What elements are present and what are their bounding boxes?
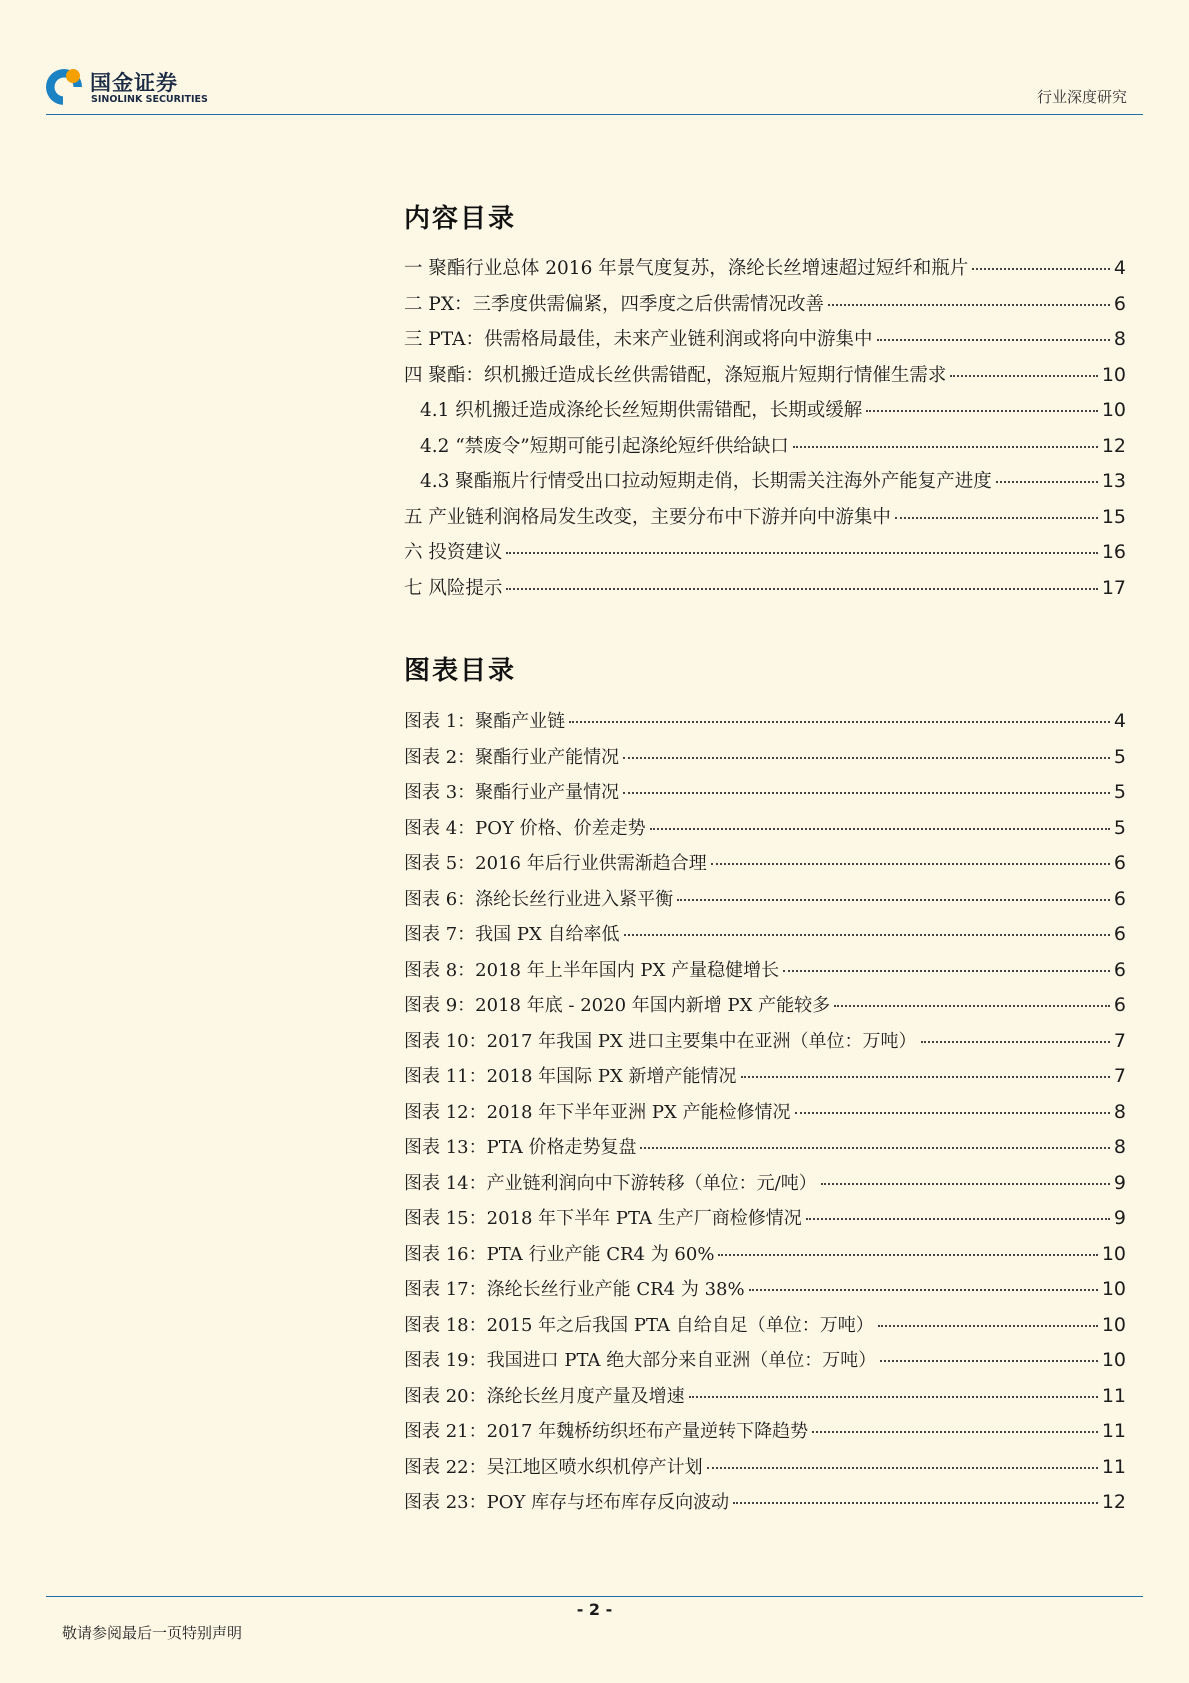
figure-entry-page: 5 bbox=[1113, 816, 1126, 839]
figures-list bbox=[404, 707, 1126, 1524]
toc-subentry[interactable] bbox=[404, 432, 1126, 468]
figure-entry-page: 6 bbox=[1113, 887, 1126, 910]
toc-entry[interactable] bbox=[404, 361, 1126, 397]
figure-entry-label: 图表 22：吴江地区喷水织机停产计划 bbox=[404, 1456, 703, 1478]
toc-entry-label: 二 PX：三季度供需偏紧，四季度之后供需情况改善 bbox=[404, 293, 825, 315]
dot-leader bbox=[707, 1467, 1098, 1469]
contents-section bbox=[404, 198, 1126, 609]
figure-entry[interactable] bbox=[404, 743, 1126, 779]
figure-entry-label: 图表 2：聚酯行业产能情况 bbox=[404, 746, 620, 768]
figure-entry-page: 7 bbox=[1113, 1065, 1126, 1087]
toc-entry-label: 五 产业链利润格局发生改变，主要分布中下游并向中游集中 bbox=[404, 506, 891, 528]
header-divider bbox=[46, 114, 1143, 115]
dot-leader bbox=[812, 1431, 1098, 1433]
figure-entry[interactable] bbox=[404, 814, 1126, 850]
dot-leader bbox=[834, 1005, 1110, 1007]
figure-entry-label: 图表 15：2018 年下半年 PTA 生产厂商检修情况 bbox=[404, 1208, 802, 1229]
figure-entry-page: 11 bbox=[1101, 1420, 1126, 1442]
contents-list bbox=[404, 254, 1126, 609]
dot-leader bbox=[718, 1254, 1097, 1256]
dot-leader bbox=[950, 375, 1097, 377]
figure-entry-label: 图表 13：PTA 价格走势复盘 bbox=[404, 1137, 637, 1158]
dot-leader bbox=[895, 517, 1098, 519]
dot-leader bbox=[689, 1396, 1098, 1398]
dot-leader bbox=[741, 1076, 1110, 1078]
dot-leader bbox=[996, 481, 1098, 483]
figure-entry-page: 11 bbox=[1101, 1384, 1126, 1407]
figure-entry[interactable] bbox=[404, 956, 1126, 992]
dot-leader bbox=[623, 757, 1110, 759]
figure-entry[interactable] bbox=[404, 1382, 1126, 1418]
figure-entry-label: 图表 14：产业链利润向中下游转移（单位：元/吨） bbox=[404, 1172, 817, 1194]
dot-leader bbox=[569, 721, 1110, 723]
toc-entry-page: 6 bbox=[1113, 292, 1126, 315]
figure-entry-label: 图表 8：2018 年上半年国内 PX 产量稳健增长 bbox=[404, 959, 780, 981]
sinolink-logo bbox=[44, 66, 219, 110]
figure-entry[interactable] bbox=[404, 849, 1126, 885]
figure-entry-label: 图表 17：涤纶长丝行业产能 CR4 为 38% bbox=[404, 1279, 745, 1300]
figure-entry-page: 6 bbox=[1113, 852, 1126, 874]
toc-entry-page: 16 bbox=[1101, 541, 1126, 563]
figure-entry[interactable] bbox=[404, 1417, 1126, 1453]
toc-entry-page: 4 bbox=[1113, 257, 1126, 279]
toc-entry-page: 17 bbox=[1101, 576, 1126, 599]
figure-entry[interactable] bbox=[404, 1311, 1126, 1347]
toc-entry-page: 13 bbox=[1101, 470, 1126, 492]
dot-leader bbox=[711, 863, 1110, 865]
dot-leader bbox=[821, 1183, 1110, 1185]
figure-entry[interactable] bbox=[404, 1098, 1126, 1134]
toc-entry-page: 12 bbox=[1101, 434, 1126, 457]
dot-leader bbox=[793, 446, 1098, 448]
toc-entry[interactable] bbox=[404, 254, 1126, 290]
toc-entry[interactable] bbox=[404, 574, 1126, 610]
figure-entry-label: 图表 3：聚酯行业产量情况 bbox=[404, 782, 620, 803]
figure-entry[interactable] bbox=[404, 1453, 1126, 1489]
dot-leader bbox=[921, 1041, 1110, 1043]
toc-entry-page: 15 bbox=[1101, 505, 1126, 528]
figure-entry-label: 图表 10：2017 年我国 PX 进口主要集中在亚洲（单位：万吨） bbox=[404, 1030, 917, 1052]
figure-entry-page: 10 bbox=[1101, 1349, 1126, 1371]
figure-entry[interactable] bbox=[404, 1204, 1126, 1240]
figure-entry[interactable] bbox=[404, 1133, 1126, 1169]
figure-entry-page: 9 bbox=[1113, 1207, 1126, 1229]
report-type: 行业深度研究 bbox=[1036, 88, 1127, 106]
figure-entry-label: 图表 12：2018 年下半年亚洲 PX 产能检修情况 bbox=[404, 1101, 791, 1123]
figure-entry[interactable] bbox=[404, 1169, 1126, 1205]
figure-entry-page: 10 bbox=[1101, 1278, 1126, 1300]
figure-entry-label: 图表 9：2018 年底 - 2020 年国内新增 PX 产能较多 bbox=[404, 995, 831, 1016]
logo-company-name-cn: 国金证券 bbox=[90, 71, 178, 95]
figure-entry-label: 图表 11：2018 年国际 PX 新增产能情况 bbox=[404, 1066, 737, 1087]
figure-entry-label: 图表 6：涤纶长丝行业进入紧平衡 bbox=[404, 888, 674, 910]
figure-entry[interactable] bbox=[404, 778, 1126, 814]
toc-entry-page: 10 bbox=[1101, 399, 1126, 421]
figure-entry-label: 图表 18：2015 年之后我国 PTA 自给自足（单位：万吨） bbox=[404, 1314, 874, 1336]
figure-entry[interactable] bbox=[404, 1488, 1126, 1524]
figure-entry[interactable] bbox=[404, 1027, 1126, 1063]
figure-entry-label: 图表 16：PTA 行业产能 CR4 为 60% bbox=[404, 1243, 715, 1265]
figure-entry[interactable] bbox=[404, 991, 1126, 1027]
toc-entry-page: 10 bbox=[1101, 363, 1126, 386]
dot-leader bbox=[749, 1289, 1098, 1291]
figure-entry-label: 图表 1：聚酯产业链 bbox=[404, 711, 566, 732]
figure-entry-page: 10 bbox=[1101, 1242, 1126, 1265]
toc-entry[interactable] bbox=[404, 325, 1126, 361]
toc-entry-label: 4.2 “禁废令”短期可能引起涤纶短纤供给缺口 bbox=[420, 435, 789, 457]
toc-entry-label: 四 聚酯：织机搬迁造成长丝供需错配，涤短瓶片短期行情催生需求 bbox=[404, 364, 947, 386]
figure-entry-page: 10 bbox=[1101, 1313, 1126, 1336]
toc-entry[interactable] bbox=[404, 503, 1126, 539]
figure-entry-label: 图表 23：POY 库存与坯布库存反向波动 bbox=[404, 1492, 730, 1513]
toc-entry-label: 六 投资建议 bbox=[404, 542, 503, 563]
figure-entry[interactable] bbox=[404, 1346, 1126, 1382]
figure-entry-page: 8 bbox=[1113, 1136, 1126, 1158]
figure-entry-label: 图表 20：涤纶长丝月度产量及增速 bbox=[404, 1385, 685, 1407]
dot-leader bbox=[795, 1112, 1110, 1114]
figure-entry-page: 6 bbox=[1113, 994, 1126, 1016]
figure-entry-page: 6 bbox=[1113, 923, 1126, 945]
dot-leader bbox=[677, 899, 1110, 901]
dot-leader bbox=[828, 304, 1110, 306]
dot-leader bbox=[733, 1502, 1098, 1504]
toc-subentry[interactable] bbox=[404, 396, 1126, 432]
figure-entry[interactable] bbox=[404, 1240, 1126, 1276]
dot-leader bbox=[806, 1218, 1110, 1220]
toc-entry-label: 4.3 聚酯瓶片行情受出口拉动短期走俏，长期需关注海外产能复产进度 bbox=[420, 471, 992, 492]
figure-entry[interactable] bbox=[404, 885, 1126, 921]
figure-entry[interactable] bbox=[404, 1062, 1126, 1098]
figure-entry-label: 图表 21：2017 年魏桥纺织坯布产量逆转下降趋势 bbox=[404, 1421, 809, 1442]
figure-entry-page: 11 bbox=[1101, 1455, 1126, 1478]
dot-leader bbox=[640, 1147, 1109, 1149]
footer-divider bbox=[46, 1596, 1143, 1597]
contents-title: 内容目录 bbox=[404, 204, 517, 234]
dot-leader bbox=[880, 1360, 1098, 1362]
figure-entry-page: 4 bbox=[1113, 710, 1126, 732]
dot-leader bbox=[506, 588, 1097, 590]
dot-leader bbox=[623, 792, 1110, 794]
dot-leader bbox=[650, 828, 1110, 830]
figure-entry[interactable] bbox=[404, 1275, 1126, 1311]
dot-leader bbox=[624, 934, 1110, 936]
figure-entry-page: 9 bbox=[1113, 1171, 1126, 1194]
figure-entry-label: 图表 4：POY 价格、价差走势 bbox=[404, 817, 646, 839]
disclaimer-note: 敬请参阅最后一页特别声明 bbox=[62, 1624, 243, 1642]
toc-subentry[interactable] bbox=[404, 467, 1126, 503]
figure-entry-page: 12 bbox=[1101, 1491, 1126, 1513]
page-number: - 2 - bbox=[576, 1600, 613, 1619]
figure-entry-page: 8 bbox=[1113, 1100, 1126, 1123]
figure-entry-label: 图表 5：2016 年后行业供需渐趋合理 bbox=[404, 853, 707, 874]
dot-leader bbox=[878, 1325, 1098, 1327]
dot-leader bbox=[972, 268, 1110, 270]
toc-entry[interactable] bbox=[404, 538, 1126, 574]
toc-entry-label: 一 聚酯行业总体 2016 年景气度复苏，涤纶长丝增速超过短纤和瓶片 bbox=[404, 258, 969, 279]
toc-entry[interactable] bbox=[404, 290, 1126, 326]
dot-leader bbox=[877, 339, 1110, 341]
logo-company-name-en: SINOLINK SECURITIES bbox=[91, 94, 208, 105]
figure-entry-page: 7 bbox=[1113, 1029, 1126, 1052]
dot-leader bbox=[866, 410, 1098, 412]
figure-entry-page: 5 bbox=[1113, 781, 1126, 803]
figure-entry-label: 图表 7：我国 PX 自给率低 bbox=[404, 924, 620, 945]
toc-entry-page: 8 bbox=[1113, 328, 1126, 350]
figure-entry-label: 图表 19：我国进口 PTA 绝大部分来自亚洲（单位：万吨） bbox=[404, 1350, 877, 1371]
toc-entry-label: 三 PTA：供需格局最佳，未来产业链利润或将向中游集中 bbox=[404, 329, 873, 350]
figure-entry-page: 5 bbox=[1113, 745, 1126, 768]
figure-entry-page: 6 bbox=[1113, 958, 1126, 981]
figure-entry[interactable] bbox=[404, 707, 1126, 743]
figures-title: 图表目录 bbox=[404, 656, 517, 686]
toc-entry-label: 4.1 织机搬迁造成涤纶长丝短期供需错配，长期或缓解 bbox=[420, 400, 863, 421]
sinolink-logo-mark-icon bbox=[44, 66, 84, 106]
dot-leader bbox=[506, 552, 1097, 554]
dot-leader bbox=[783, 970, 1110, 972]
figure-entry[interactable] bbox=[404, 920, 1126, 956]
figures-section bbox=[404, 650, 1126, 1524]
toc-entry-label: 七 风险提示 bbox=[404, 577, 503, 599]
